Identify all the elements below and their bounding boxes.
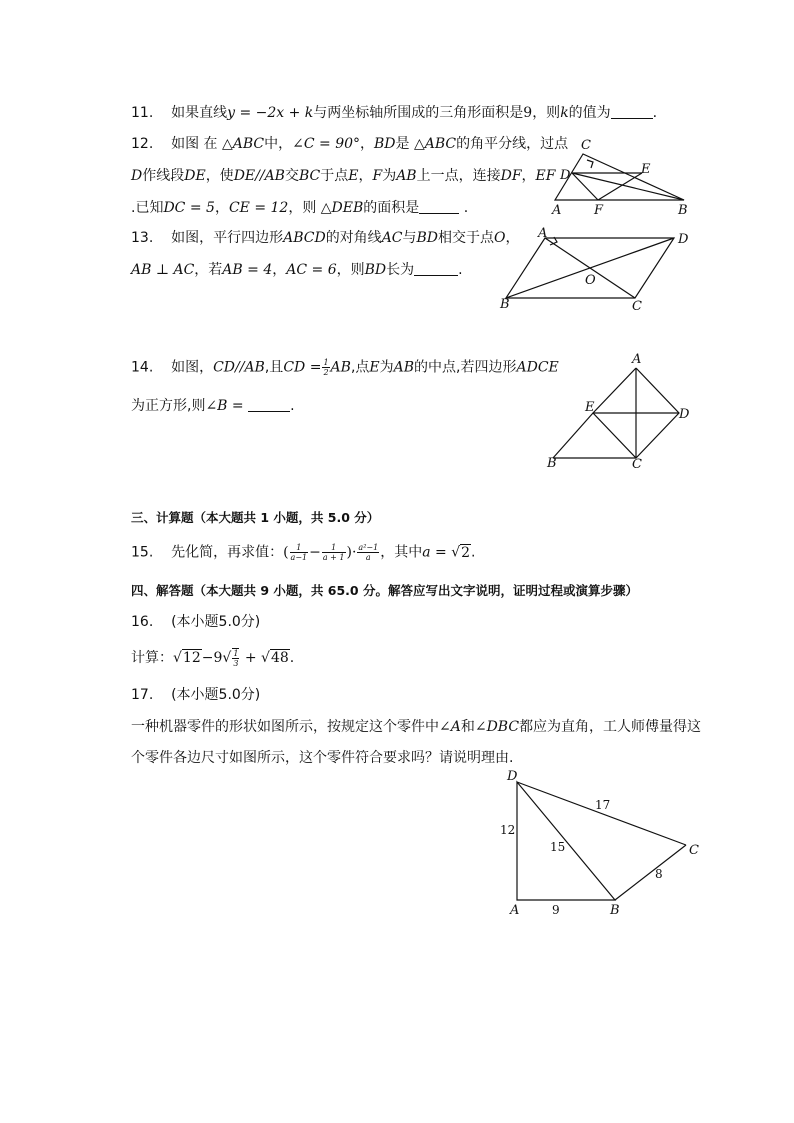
question-13-line-1: 13. 如图，平行四边形ABCD的对角线AC与BD相交于点O， [131, 230, 520, 246]
figure-17 [495, 768, 705, 920]
answer-blank[interactable] [611, 104, 653, 119]
fraction-one-half: $\frac{1}{2}$ [323, 358, 329, 377]
label-b: B [547, 456, 557, 471]
question-number: 15. [131, 544, 154, 561]
segment-df [572, 173, 598, 200]
label-c: C [689, 843, 699, 858]
question-11: 11. 如果直线y = −2x + k与两坐标轴所围成的三角形面积是9，则k的值为 . [131, 105, 658, 121]
label-e: E [641, 162, 651, 177]
segment-cb [615, 845, 686, 900]
sqrt-symbol: √ [451, 544, 461, 561]
segment-dc [517, 782, 686, 845]
figure-12 [550, 138, 700, 218]
question-number: 17. [131, 687, 154, 703]
right-angle-mark [587, 160, 593, 168]
label-d: D [507, 769, 518, 784]
length-ad: 12 [500, 823, 516, 837]
segment-bd [572, 173, 684, 200]
answer-blank[interactable] [419, 199, 459, 214]
fraction-3: $\frac{\text{a²−1}}{a}$ [358, 543, 379, 562]
question-number: 16. [131, 614, 154, 630]
figure-14 [545, 352, 695, 470]
question-12-line-3: .已知DC = 5，CE = 12，则 △DEB的面积是 . [131, 200, 469, 216]
label-c: C [581, 138, 591, 153]
diagonal-bd [506, 238, 674, 298]
label-d: D [679, 407, 690, 422]
fraction-1: $\frac{1}{a-1}$ [290, 543, 308, 562]
label-o: O [585, 273, 596, 288]
length-cb: 8 [655, 867, 663, 881]
question-12-line-1: 12. 如图 在 △ABC中，∠C = 90°，BD是 △ABC的角平分线，过点 [131, 136, 569, 152]
question-17-line-2: 个零件各边尺寸如图所示，这个零件符合要求吗？请说明理由. [131, 750, 514, 766]
section-3-heading: 三、计算题（本大题共 1 小题，共 5.0 分） [131, 510, 380, 525]
figure-13 [498, 228, 698, 316]
answer-blank[interactable] [248, 397, 290, 412]
length-dc: 17 [595, 798, 611, 812]
section-4-heading: 四、解答题（本大题共 9 小题，共 65.0 分。解答应写出文字说明，证明过程或演算步骤） [131, 583, 638, 598]
label-a: A [552, 203, 562, 218]
label-f: F [594, 203, 604, 218]
length-ab: 9 [552, 903, 560, 917]
label-a: A [510, 903, 520, 918]
question-16-body: 计算：√12−9√ $\frac{1}{3}$ + √48. [131, 649, 295, 668]
fraction-2: $\frac{1}{a + 1}$ [322, 543, 345, 562]
question-number: 12. [131, 136, 154, 152]
label-d: D [678, 232, 689, 247]
answer-blank[interactable] [414, 261, 458, 276]
question-number: 13. [131, 230, 154, 246]
question-17-line-1: 一种机器零件的形状如图所示，按规定这个零件中∠A和∠DBC都应为直角，工人师傅量得这 [131, 719, 702, 735]
question-score: (本小题5.0分) [171, 687, 261, 703]
question-16-header [131, 613, 260, 631]
label-e: E [585, 400, 595, 415]
question-13-line-2: AB ⊥ AC，若AB = 4，AC = 6，则BD长为 . [131, 262, 463, 278]
question-number: 14. [131, 359, 154, 376]
question-17-header [131, 686, 260, 704]
question-score: (本小题5.0分) [171, 614, 261, 630]
question-12-line-2: D作线段DE，使DE//AB交BC于点E，F为AB上一点，连接DF，EF [131, 168, 556, 184]
label-a: A [538, 226, 548, 241]
fraction-one-third: $\frac{1}{3}$ [233, 649, 239, 668]
label-d: D [560, 168, 571, 183]
label-b: B [610, 903, 620, 918]
question-14-line-1: 14. 如图，CD//AB,且CD = $\frac{1}{2}$ AB,点E为AB的中点,若四边形ADCE [131, 358, 559, 377]
segment-eb [553, 413, 593, 458]
length-db: 15 [550, 840, 566, 854]
question-14-line-2: 为正方形,则∠B = . [131, 398, 295, 414]
label-b: B [678, 203, 688, 218]
label-b: B [500, 297, 510, 312]
question-number: 11. [131, 105, 154, 121]
segment-ef [598, 173, 642, 200]
label-c: C [632, 299, 642, 314]
label-a: A [632, 352, 642, 367]
label-c: C [632, 457, 642, 472]
question-15: 15. 先化简，再求值：( $\frac{1}{a-1}$ − $\frac{1}{a + 1}$ )· $\frac{\text{a²−1}}{a}$ ，其中a = √2. [131, 543, 476, 562]
triangle-abc [555, 154, 684, 200]
